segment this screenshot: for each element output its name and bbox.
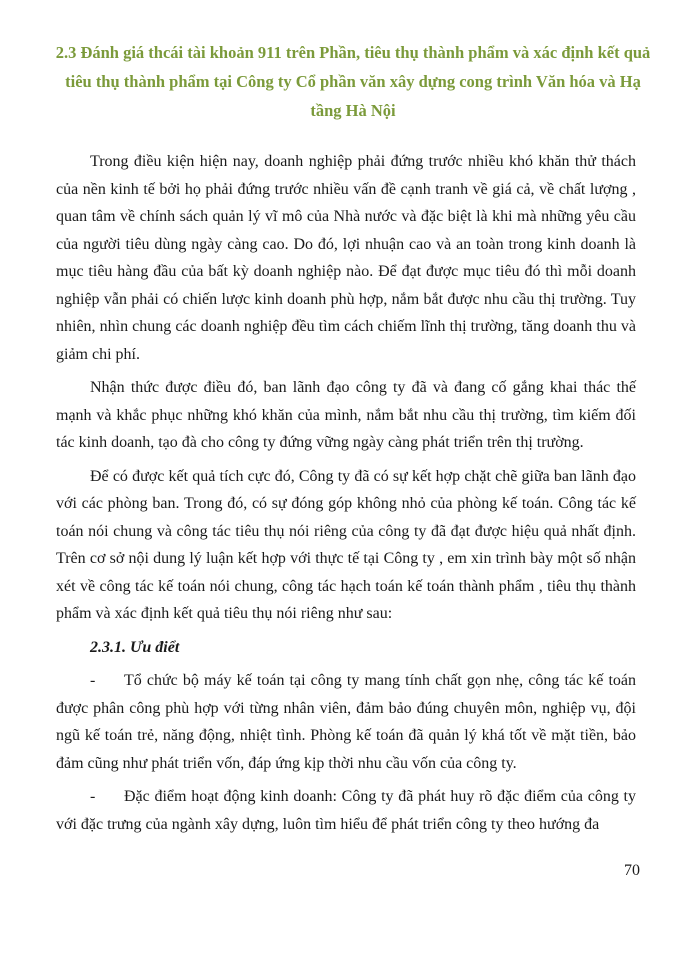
bullet-dash: - — [90, 788, 96, 805]
bullet-text: Đặc điểm hoạt động kinh doanh: Công ty đã phát huy rõ đặc điểm của công ty với đặc trưng của ngành xây dựng, luôn tìm hiểu để phát triển công ty theo hướng đa — [56, 788, 636, 833]
bullet-text: Tổ chức bộ máy kế toán tại công ty mang tính chất gọn nhẹ, công tác kế toán được phân công phù hợp với từng nhân viên, đảm bảo đúng chuyên môn, nghiệp vụ, đội ngũ kế toán trẻ, năng động, nhiệt tình. Phòng kế toán đã quản lý khá tốt về mặt tiền, bảo đảm cũng như phát triển vốn, đáp ứng kịp thời nhu cầu vốn của công ty. — [56, 672, 636, 772]
bullet-item-2 — [56, 783, 636, 838]
page-number: 70 — [624, 862, 640, 879]
section-heading: 2.3 Đánh giá thcái tài khoản 911 trên Phần, tiêu thụ thành phẩm và xác định kết quả tiêu thụ thành phẩm tại Công ty Cổ phần văn xây dựng cong trình Văn hóa và Hạ tầng Hà Nội — [55, 43, 651, 120]
paragraph-1: Trong điều kiện hiện nay, doanh nghiệp phải đứng trước nhiều khó khăn thử thách của nền kinh tế bởi họ phải đứng trước nhiều vấn đề cạnh tranh về giá cả, về chất lượng , quan tâm về chính sách quản lý vĩ mô của Nhà nước và đặc biệt là khi mà những yêu cầu của người tiêu dùng ngày càng cao. Do đó, lợi nhuận cao và an toàn trong kinh doanh là mục tiêu hàng đầu của bất kỳ doanh nghiệp nào. Để đạt được mục tiêu đó thì mỗi doanh nghiệp vẫn phải có chiến lược kinh doanh phù hợp, nắm bắt được nhu cầu thị trường. Tuy nhiên, nhìn chung các doanh nghiệp đều tìm cách chiếm lĩnh thị trường, tăng doanh thu và giảm chi phí. — [56, 153, 636, 363]
subsection-heading: 2.3.1. Ưu điểt — [90, 638, 180, 656]
paragraph-3: Để có được kết quả tích cực đó, Công ty đã có sự kết hợp chặt chẽ giữa ban lãnh đạo với các phòng ban. Trong đó, có sự đóng góp không nhỏ của phòng kế toán. Công tác kế toán nói chung và công tác tiêu thụ nói riêng của công ty đã đạt được hiệu quả nhất định. Trên cơ sở nội dung lý luận kết hợp với thực tế tại Công ty , em xin trình bày một số nhận xét về công tác kế toán nói chung, công tác hạch toán kế toán thành phẩm , tiêu thụ thành phẩm và xác định kết quả tiêu thụ nói riêng như sau: — [56, 467, 636, 622]
bullet-item-1 — [56, 667, 636, 777]
bullet-dash: - — [90, 672, 96, 689]
paragraph-2: Nhận thức được điều đó, ban lãnh đạo công ty đã và đang cố gắng khai thác thế mạnh và khắc phục những khó khăn của mình, nắm bắt nhu cầu thị trường, tìm kiếm đối tác kinh doanh, tạo đà cho công ty đứng vững ngày càng phát triển trên thị trường. — [56, 379, 636, 451]
document-body — [56, 148, 636, 844]
